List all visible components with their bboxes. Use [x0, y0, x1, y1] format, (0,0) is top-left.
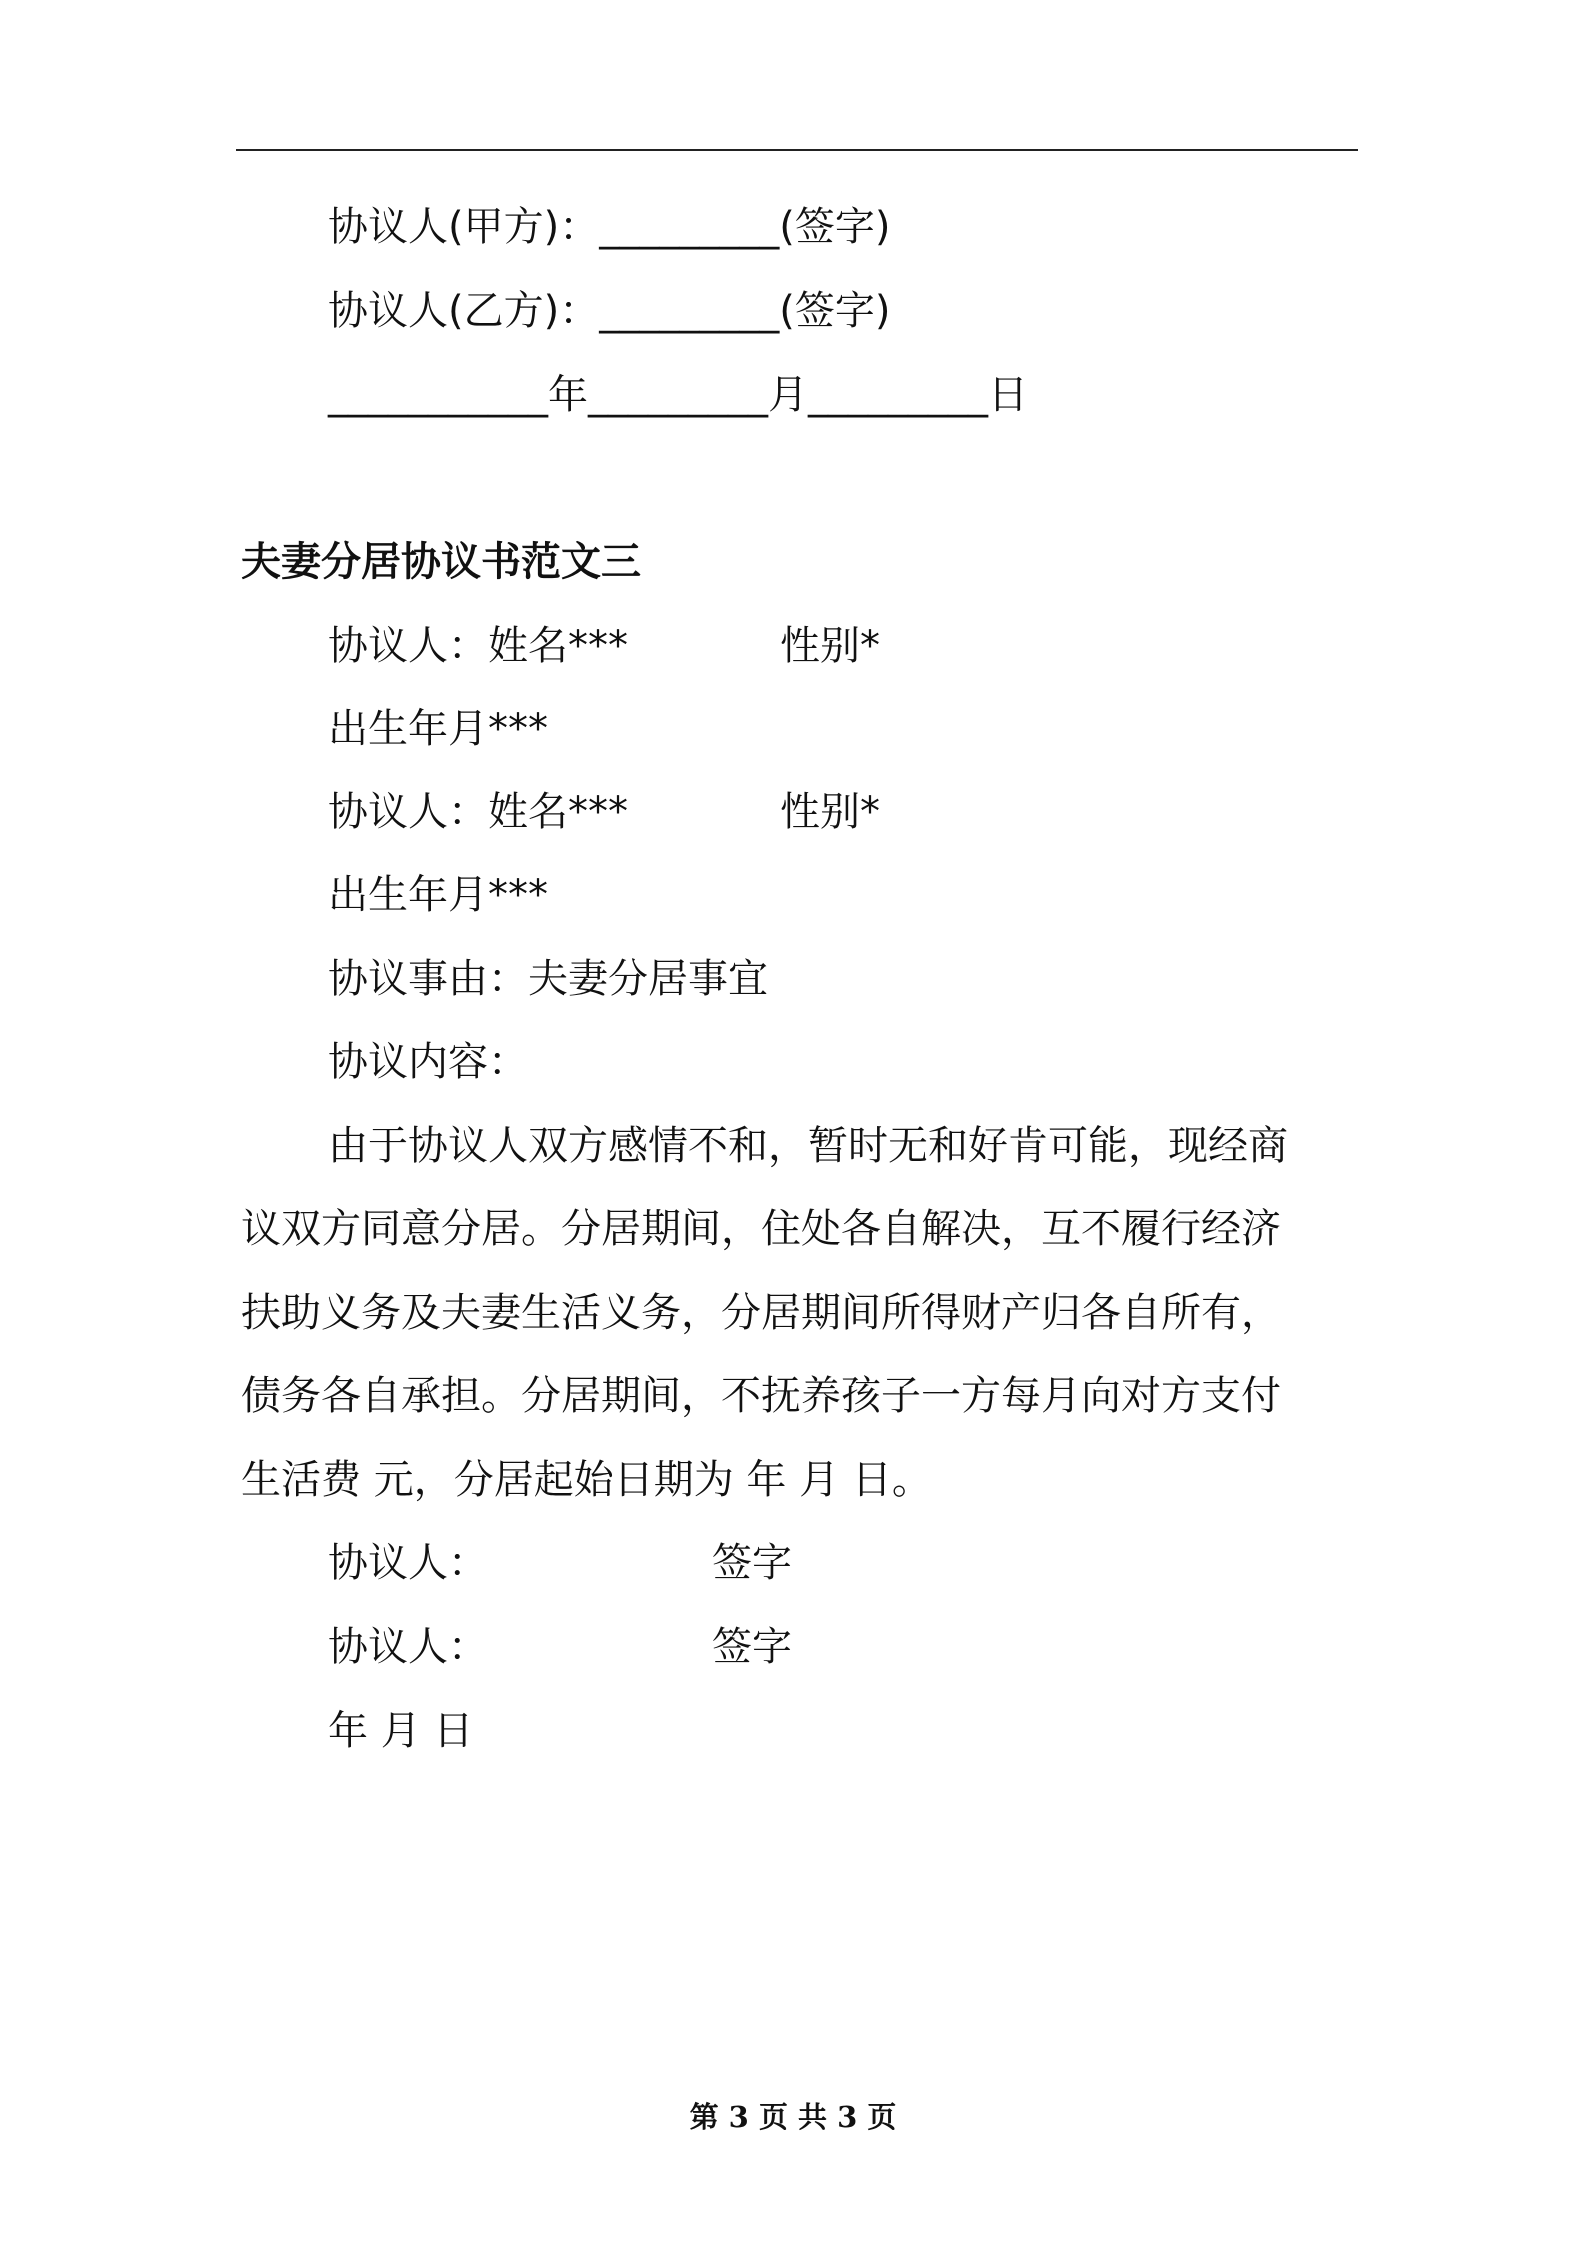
party2-birth: 出生年月***: [328, 872, 548, 918]
body-line: 议双方同意分居。分居期间，住处各自解决，互不履行经济: [241, 1206, 1281, 1252]
signature-party-a: 协议人(甲方)：_________(签字): [328, 204, 891, 250]
signoff-party2-label: 协议人：: [328, 1624, 488, 1670]
signature-party-b: 协议人(乙方)：_________(签字): [328, 288, 891, 334]
party2-name: 协议人：姓名***: [328, 789, 628, 835]
body-line: 扶助义务及夫妻生活义务，分居期间所得财产归各自所有，: [241, 1290, 1281, 1336]
body-line: 由于协议人双方感情不和，暂时无和好肯可能，现经商: [328, 1123, 1288, 1169]
body-line: 债务各自承担。分居期间，不抚养孩子一方每月向对方支付: [241, 1373, 1281, 1419]
page-footer: 第 3 页 共 3 页: [689, 2100, 897, 2134]
party2-gender: 性别*: [780, 789, 880, 835]
signoff-date: 年 月 日: [328, 1708, 474, 1754]
header-rule: [236, 149, 1358, 151]
party1-birth: 出生年月***: [328, 706, 548, 752]
content-label: 协议内容：: [328, 1039, 528, 1085]
signoff-party1-label: 协议人：: [328, 1540, 488, 1586]
party1-gender: 性别*: [780, 623, 880, 669]
body-line: 生活费 元，分居起始日期为 年 月 日。: [241, 1457, 932, 1503]
signature-date-line: ___________年_________月_________日: [328, 372, 1028, 418]
agreement-reason: 协议事由：夫妻分居事宜: [328, 956, 768, 1002]
party1-name: 协议人：姓名***: [328, 623, 628, 669]
signoff-party2-sign: 签字: [712, 1624, 792, 1670]
signoff-party1-sign: 签字: [712, 1540, 792, 1586]
section-title: 夫妻分居协议书范文三: [241, 539, 641, 585]
